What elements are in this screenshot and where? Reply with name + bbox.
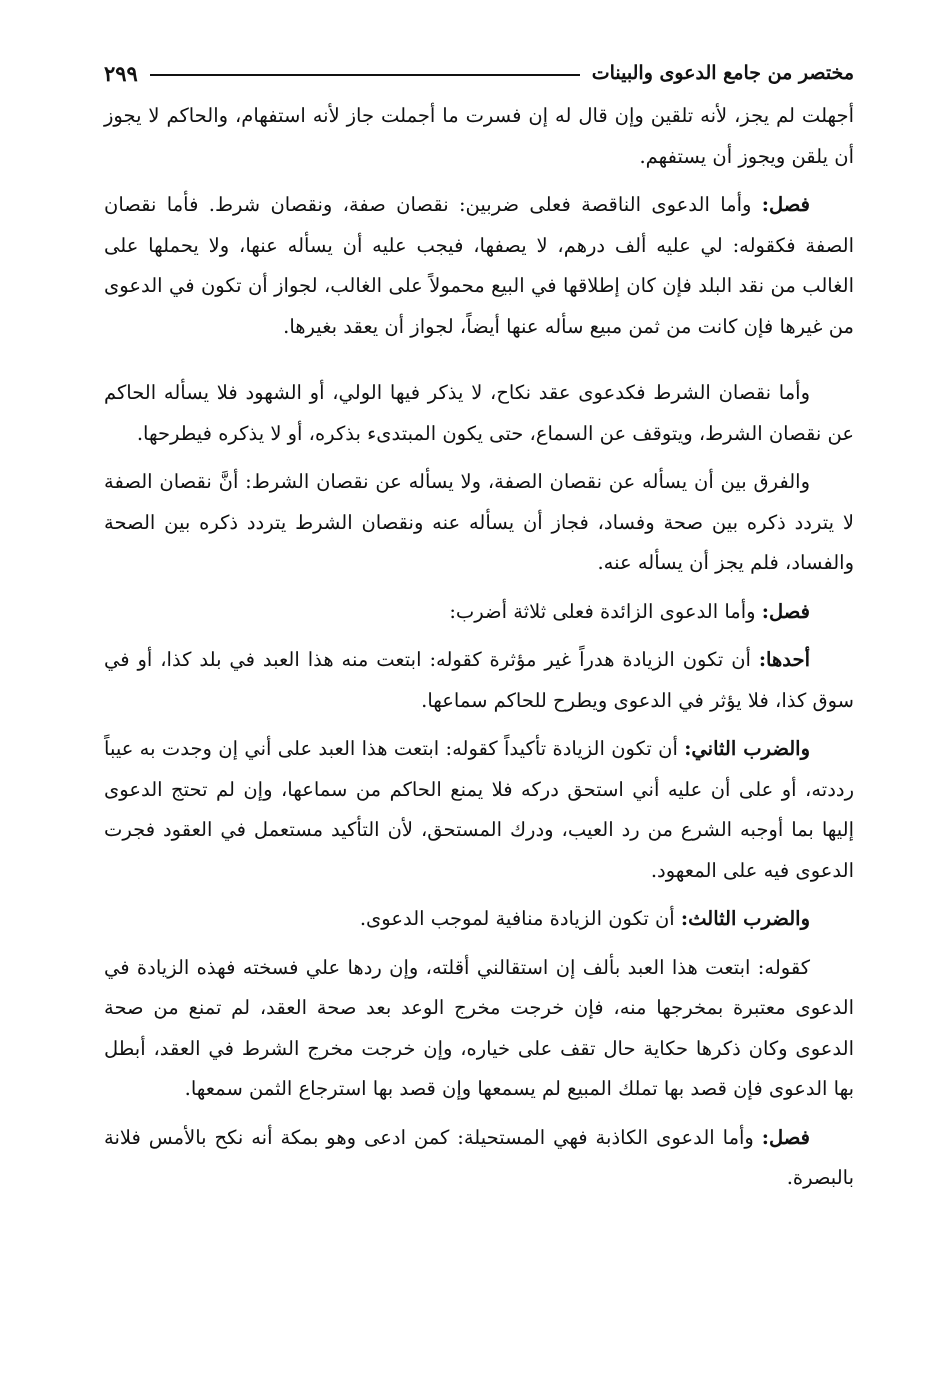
paragraph-1 (104, 96, 854, 177)
paragraph-6-text: أن تكون الزيادة هدراً غير مؤثرة كقوله: ابتعت منه هذا العبد في بلد كذا، أو في سوق كذا، فلا يؤثر في الدعوى ويطرح للحاكم سماعها. (104, 648, 854, 712)
paragraph-4 (104, 462, 854, 584)
paragraph-1-text: أجهلت لم يجز، لأنه تلقين وإن قال له إن فسرت ما أجملت جاز لأنه استفهام، والحاكم لا يجوز أن يلقن ويجوز أن يستفهم. (104, 104, 854, 168)
paragraph-7-text: أن تكون الزيادة تأكيداً كقوله: ابتعت هذا العبد على أني إن وجدت به عيباً رددته، أو على أن عليه أني استحق دركه فلا يمنع الحاكم من سماعها، وإن لم تحتج الدعوى إليها بما أوجبه الشرع من رد العيب، ودرك المستحق، لأن التأكيد مستعمل في العقود فجرت الدعوى فيه على المعهود. (104, 737, 854, 882)
paragraph-7 (104, 729, 854, 891)
paragraph-2-text: وأما الدعوى الناقصة فعلى ضربين: نقصان صفة، ونقصان شرط. فأما نقصان الصفة فكقوله: لي عليه ألف درهم، لا يصفها، فيجب عليه أن يسأله عنها، ولا يحملها على الغالب من نقد البلد فإن كان إطلاقها في البيع محمولاً على الغالب، لجواز أن تكون في الدعوى من غيرها فإن كانت من ثمن مبيع سأله عنها أيضاً، لجواز أن يعقد بغيرها. (104, 193, 854, 338)
paragraph-5-text: وأما الدعوى الزائدة فعلى ثلاثة أضرب: (449, 599, 762, 623)
paragraph-6 (104, 640, 854, 721)
running-title: مختصر من جامع الدعوى والبينات (591, 62, 854, 84)
paragraph-10-lead: فصل: (761, 1125, 810, 1149)
paragraph-2 (104, 185, 854, 347)
paragraph-3 (104, 373, 854, 454)
paragraph-4-text: والفرق بين أن يسأله عن نقصان الصفة، ولا يسأله عن نقصان الشرط: أنَّ نقصان الصفة لا يتردد ذكره بين صحة وفساد، فجاز أن يسأله عنه ونقصان الشرط يتردد ذكره بين الصحة والفساد، فلم يجز أن يسأله عنه. (104, 470, 854, 574)
paragraph-10 (104, 1118, 854, 1199)
paragraph-2-lead: فصل: (761, 193, 810, 216)
paragraph-5-lead: فصل: (761, 599, 810, 623)
paragraph-10-text: وأما الدعوى الكاذبة فهي المستحيلة: كمن ادعى وهو بمكة أنه نكح بالأمس فلانة بالبصرة. (104, 1125, 854, 1189)
paragraph-9 (104, 948, 854, 1110)
paragraph-9-text: كقوله: ابتعت هذا العبد بألف إن استقالني أقلته، وإن ردها علي فسخته فهذه الزيادة في الدعوى معتبرة بمخرجها منه، فإن خرجت مخرج الوعد بعد صحة العقد، لم تمنع من صحة الدعوى وكان ذكرها حكاية حال تقف على خياره، وإن خرجت مخرج الشرط في العقد، أبطل بها الدعوى فإن قصد بها تملك المبيع لم يسمعها وإن قصد بها استرجاع الثمن سمعها. (104, 955, 854, 1100)
header-rule (150, 74, 580, 76)
paragraph-6-lead: أحدها: (758, 648, 810, 671)
paragraph-5 (104, 592, 854, 633)
paragraph-7-lead: والضرب الثاني: (684, 737, 810, 760)
running-header (104, 56, 854, 90)
paragraph-8-text: أن تكون الزيادة منافية لموجب الدعوى. (359, 907, 681, 930)
paragraph-8-lead: والضرب الثالث: (680, 907, 810, 930)
paragraph-3-text: وأما نقصان الشرط فكدعوى عقد نكاح، لا يذكر فيها الولي، أو الشهود فلا يسأله الحاكم عن نقصان الشرط، ويتوقف عن السماع، حتى يكون المبتدىء بذكره، أو لا يذكره فيطرحها. (104, 381, 854, 445)
paragraph-8 (104, 899, 854, 940)
page-number: ٢٩٩ (104, 60, 138, 86)
page-body (104, 96, 854, 1199)
